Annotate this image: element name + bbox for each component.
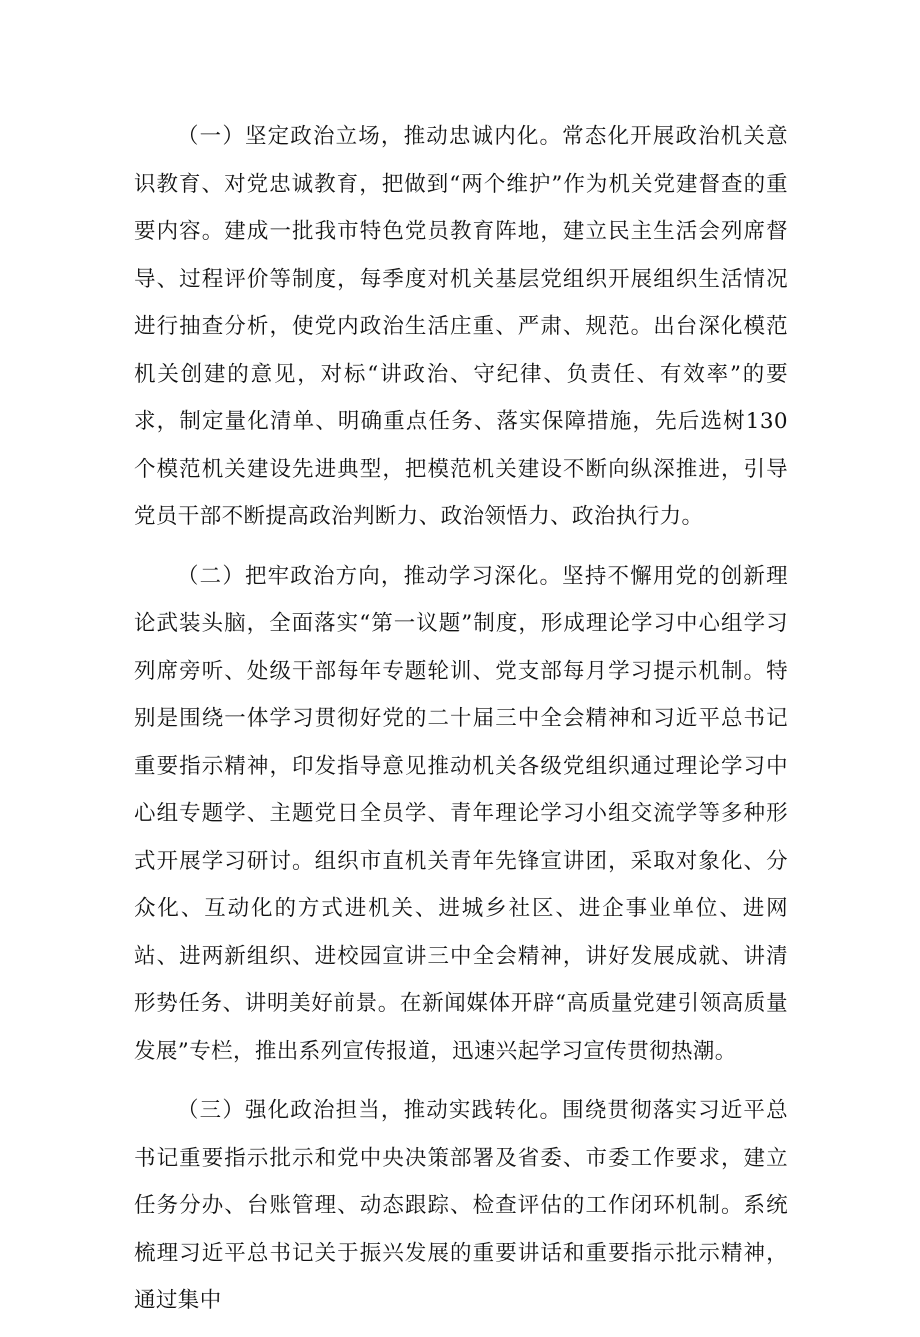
paragraph-practice: （三）强化政治担当，推动实践转化。围绕贯彻落实习近平总书记重要指示批示和党中央决策部署及省委、市委工作要求，建立任务分办、台账管理、动态跟踪、检查评估的工作闭环机制。系统梳理习近平总书记关于振兴发展的重要讲话和重要指示批示精神，通过集中: [134, 1098, 788, 1313]
document-body: [134, 113, 788, 1337]
paragraph-loyalty: （一）坚定政治立场，推动忠诚内化。常态化开展政治机关意识教育、对党忠诚教育，把做到“两个维护”作为机关党建督查的重要内容。建成一批我市特色党员教育阵地，建立民主生活会列席督导、过程评价等制度，每季度对机关基层党组织开展组织生活情况进行抽查分析，使党内政治生活庄重、严肃、规范。出台深化模范机关创建的意见，对标“讲政治、守纪律、负责任、有效率”的要求，制定量化清单、明确重点任务、落实保障措施，先后选树130个模范机关建设先进典型，把模范机关建设不断向纵深推进，引导党员干部不断提高政治判断力、政治领悟力、政治执行力。: [134, 124, 788, 529]
paragraph-learning: （二）把牢政治方向，推动学习深化。坚持不懈用党的创新理论武装头脑，全面落实“第一议题”制度，形成理论学习中心组学习列席旁听、处级干部每年专题轮训、党支部每月学习提示机制。特别是围绕一体学习贯彻好党的二十届三中全会精神和习近平总书记重要指示精神，印发指导意见推动机关各级党组织通过理论学习中心组专题学、主题党日全员学、青年理论学习小组交流学等多种形式开展学习研讨。组织市直机关青年先锋宣讲团，采取对象化、分众化、互动化的方式进机关、进城乡社区、进企事业单位、进网站、进两新组织、进校园宣讲三中全会精神，讲好发展成就、讲清形势任务、讲明美好前景。在新闻媒体开辟“高质量党建引领高质量发展”专栏，推出系列宣传报道，迅速兴起学习宣传贯彻热潮。: [134, 563, 788, 1064]
